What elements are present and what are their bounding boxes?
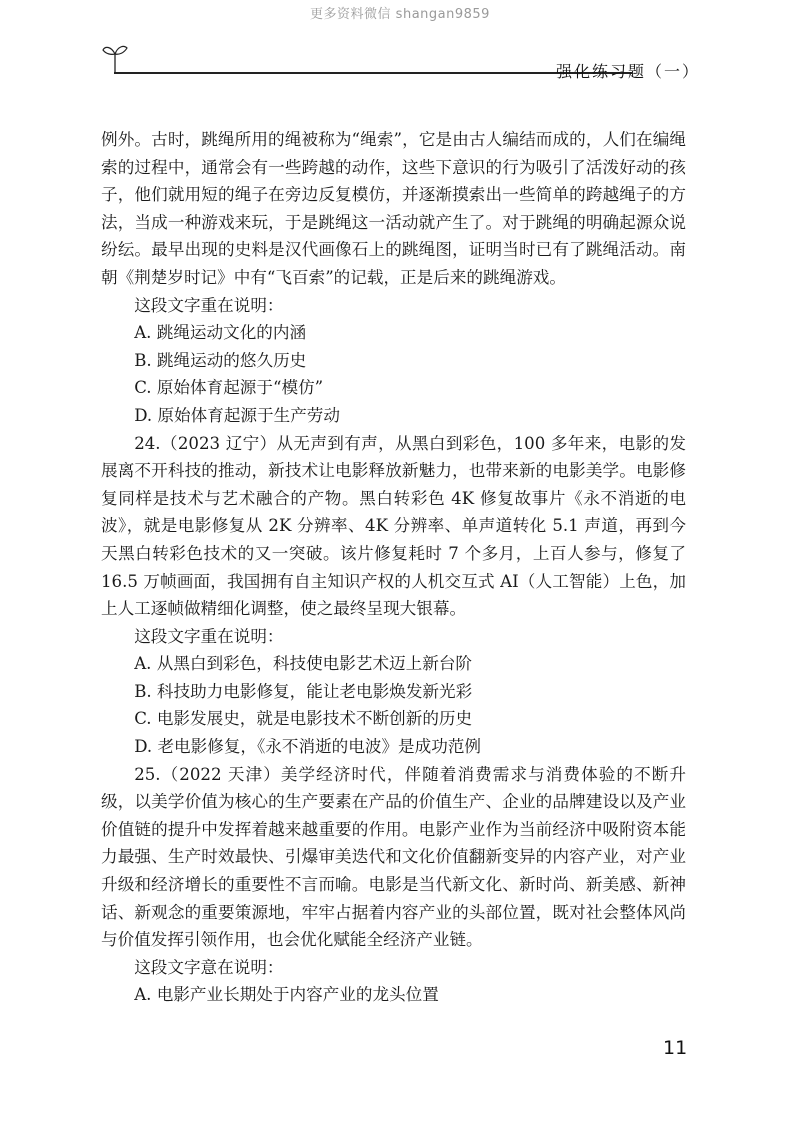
q24-option-c: C. 电影发展史，就是电影技术不断创新的历史 [134, 709, 473, 729]
q25-passage: 25.（2022 天津）美学经济时代，伴随着消费需求与消费体验的不断升级，以美学价值为核心的生产要素在产品的价值生产、企业的品牌建设以及产业价值链的提升中发挥着越来越重要的作用。电影产业作为当前经济中吸附资本能力最强、生产时效最快、引爆审美迭代和文化价值翻新变异的内容产业，对产业升级和经济增长的重要性不言而喻。电影是当代新文化、新时尚、新美感、新神话、新观念的重要策源地，牢牢占据着内容产业的头部位置，既对社会整体风尚与价值发挥引领作用，也会优化赋能全经济产业链。 [101, 764, 686, 950]
sprout-icon [102, 42, 128, 72]
watermark-text: 更多资料微信 shangan9859 [310, 7, 490, 22]
q23-option-c: C. 原始体育起源于“模仿” [134, 378, 324, 398]
q23-option-a: A. 跳绳运动文化的内涵 [134, 323, 307, 343]
q24-passage: 24.（2023 辽宁）从无声到有声，从黑白到彩色，100 多年来，电影的发展离不开科技的推动，新技术让电影释放新魅力，也带来新的电影美学。电影修复同样是技术与艺术融合的产物。黑白转彩色 4K 修复故事片《永不消逝的电波》，就是电影修复从 2K 分辨率、4K 分辨率、单声道转化 5.1 声道，再到今天黑白转彩色技术的又一突破。该片修复耗时 7 个多月，上百人参与，修复了 16.5 万帧画面，我国拥有自主知识产权的人机交互式 AI（人工智能）上色，加上人工逐帧做精细化调整，使之最终呈现大银幕。 [101, 433, 686, 619]
page-header [100, 42, 700, 82]
page-number: 11 [663, 1037, 688, 1059]
q25-option-a: A. 电影产业长期处于内容产业的龙头位置 [134, 985, 439, 1005]
q24-stem: 这段文字重在说明： [134, 626, 284, 646]
q24-option-b: B. 科技助力电影修复，能让老电影焕发新光彩 [134, 681, 473, 701]
q23-passage-end: 例外。古时，跳绳所用的绳被称为“绳索”，它是由古人编结而成的，人们在编绳索的过程中，通常会有一些跨越的动作，这些下意识的行为吸引了活泼好动的孩子，他们就用短的绳子在旁边反复模仿，并逐渐摸索出一些简单的跨越绳子的方法，当成一种游戏来玩，于是跳绳这一活动就产生了。对于跳绳的明确起源众说纷纭。最早出现的史料是汉代画像石上的跳绳图，证明当时已有了跳绳活动。南朝《荆楚岁时记》中有“飞百索”的记载，正是后来的跳绳游戏。 [101, 130, 686, 287]
q23-option-b: B. 跳绳运动的悠久历史 [134, 350, 307, 370]
header-title: 强化练习题（一） [555, 62, 700, 81]
q23-option-d: D. 原始体育起源于生产劳动 [134, 405, 340, 425]
page-body [101, 126, 686, 1009]
q23-stem: 这段文字重在说明： [134, 295, 284, 315]
q24-option-a: A. 从黑白到彩色，科技使电影艺术迈上新台阶 [134, 654, 473, 674]
q25-stem: 这段文字意在说明： [134, 957, 284, 977]
q24-option-d: D. 老电影修复，《永不消逝的电波》是成功范例 [134, 737, 482, 757]
header-rule [114, 72, 632, 74]
